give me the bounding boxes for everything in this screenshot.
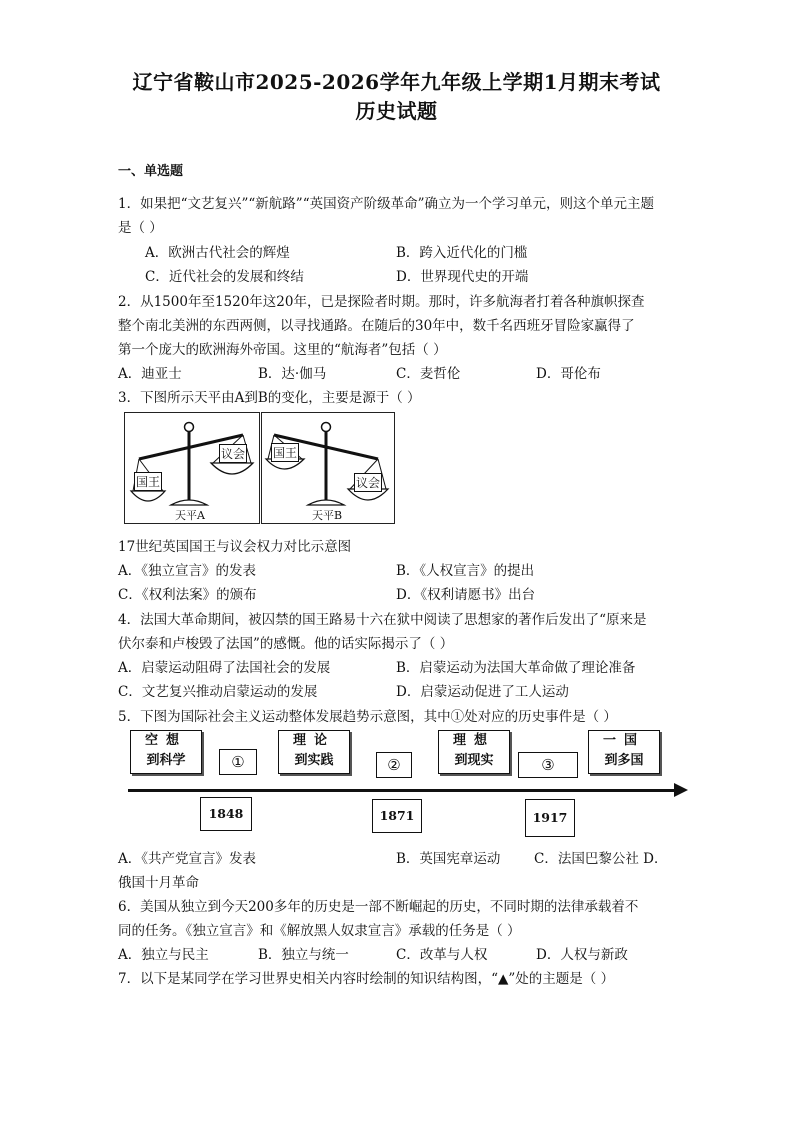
scale-b-figure xyxy=(261,412,395,524)
stage-box-3: 理想 到现实 xyxy=(438,730,510,774)
scale-a-king-label: 国王 xyxy=(134,472,162,491)
q5-stem: 5．下图为国际社会主义运动整体发展趋势示意图，其中①处对应的历史事件是（ ） xyxy=(118,709,617,725)
stage-box-1: 空想 到科学 xyxy=(130,730,202,774)
q3-option-c[interactable]: C．《权利法案》的颁布 xyxy=(118,587,257,603)
exam-subject: 历史试题 xyxy=(355,99,438,123)
q2-option-b[interactable]: B．达·伽马 xyxy=(258,366,327,382)
year-box-1871: 1871 xyxy=(372,799,422,833)
q6-stem-line1: 6．美国从独立到今天200多年的历史是一部不断崛起的历史，不同时期的法律承载着不 xyxy=(118,899,639,915)
q2-stem-line2: 整个南北美洲的东西两侧，以寻找通路。在随后的30年中，数千名西班牙冒险家赢得了 xyxy=(118,318,635,334)
q4-option-b[interactable]: B．启蒙运动为法国大革命做了理论准备 xyxy=(396,660,636,676)
q1-stem-line2: 是（ ） xyxy=(118,220,163,236)
q5-option-d[interactable]: 俄国十月革命 xyxy=(118,875,199,891)
q2-option-c[interactable]: C．麦哲伦 xyxy=(396,366,461,382)
q4-option-c[interactable]: C．文艺复兴推动启蒙运动的发展 xyxy=(118,684,318,700)
q1-option-a[interactable]: A．欧洲古代社会的辉煌 xyxy=(145,245,290,261)
socialism-timeline-diagram xyxy=(118,727,688,839)
scale-b-caption: 天平B xyxy=(312,509,343,522)
q3-option-b[interactable]: B．《人权宣言》的提出 xyxy=(396,563,535,579)
timeline-axis xyxy=(128,789,676,792)
q2-stem-line1: 2．从1500年至1520年这20年，已是探险者时期。那时，许多航海者打着各种旗帜探查 xyxy=(118,294,645,310)
year-box-1848: 1848 xyxy=(200,797,252,831)
q3-stem: 3．下图所示天平由A到B的变化，主要是源于（ ） xyxy=(118,390,421,406)
scale-a-parliament-label: 议会 xyxy=(219,444,247,463)
scale-b-parliament-label: 议会 xyxy=(354,473,382,492)
q1-option-d[interactable]: D．世界现代史的开端 xyxy=(396,269,529,285)
q3-option-d[interactable]: D．《权利请愿书》出台 xyxy=(396,587,536,603)
q4-stem-line2: 伏尔泰和卢梭毁了法国”的感慨。他的话实际揭示了（ ） xyxy=(118,636,454,652)
exam-title: 辽宁省鞍山市2025-2026学年九年级上学期1月期末考试 xyxy=(132,70,661,94)
q1-stem-line1: 1．如果把“文艺复兴”“新航路”“英国资产阶级革命”确立为一个学习单元，则这个单元主题 xyxy=(118,196,654,212)
scale-a-figure xyxy=(124,412,260,524)
timeline-arrow-icon xyxy=(674,783,688,797)
q4-option-a[interactable]: A．启蒙运动阻碍了法国社会的发展 xyxy=(118,660,331,676)
section-heading: 一、单选题 xyxy=(118,164,184,179)
q3-figure-caption: 17世纪英国国王与议会权力对比示意图 xyxy=(118,539,352,555)
q2-option-a[interactable]: A．迪亚士 xyxy=(118,366,182,382)
q6-option-a[interactable]: A．独立与民主 xyxy=(118,947,209,963)
marker-box-1: ① xyxy=(219,749,257,775)
year-box-1917: 1917 xyxy=(525,799,575,837)
q4-option-d[interactable]: D．启蒙运动促进了工人运动 xyxy=(396,684,569,700)
scale-a-caption: 天平A xyxy=(175,509,205,522)
q6-option-b[interactable]: B．独立与统一 xyxy=(258,947,349,963)
marker-box-3: ③ xyxy=(518,752,578,778)
stage-box-4: 一国 到多国 xyxy=(588,730,660,774)
q4-stem-line1: 4．法国大革命期间，被囚禁的国王路易十六在狱中阅读了思想家的著作后发出了“原来是 xyxy=(118,612,647,628)
q1-option-c[interactable]: C．近代社会的发展和终结 xyxy=(145,269,304,285)
q2-stem-line3: 第一个庞大的欧洲海外帝国。这里的“航海者”包括（ ） xyxy=(118,342,447,358)
stage-box-2: 理论 到实践 xyxy=(278,730,350,774)
marker-box-2: ② xyxy=(376,752,412,778)
q1-option-b[interactable]: B．跨入近代化的门槛 xyxy=(396,245,528,261)
q6-stem-line2: 同的任务。《独立宣言》和《解放黑人奴隶宣言》承载的任务是（ ） xyxy=(118,923,521,939)
q5-option-c[interactable]: C．法国巴黎公社 D． xyxy=(534,851,668,867)
q3-option-a[interactable]: A．《独立宣言》的发表 xyxy=(118,563,256,579)
q6-option-d[interactable]: D．人权与新政 xyxy=(536,947,628,963)
q6-option-c[interactable]: C．改革与人权 xyxy=(396,947,488,963)
q5-option-a[interactable]: A．《共产党宣言》发表 xyxy=(118,851,256,867)
q2-option-d[interactable]: D．哥伦布 xyxy=(536,366,601,382)
scale-b-king-label: 国王 xyxy=(271,443,299,462)
q7-stem: 7．以下是某同学在学习世界史相关内容时绘制的知识结构图，“▲”处的主题是（ ） xyxy=(118,971,615,987)
q5-option-b[interactable]: B．英国宪章运动 xyxy=(396,851,501,867)
